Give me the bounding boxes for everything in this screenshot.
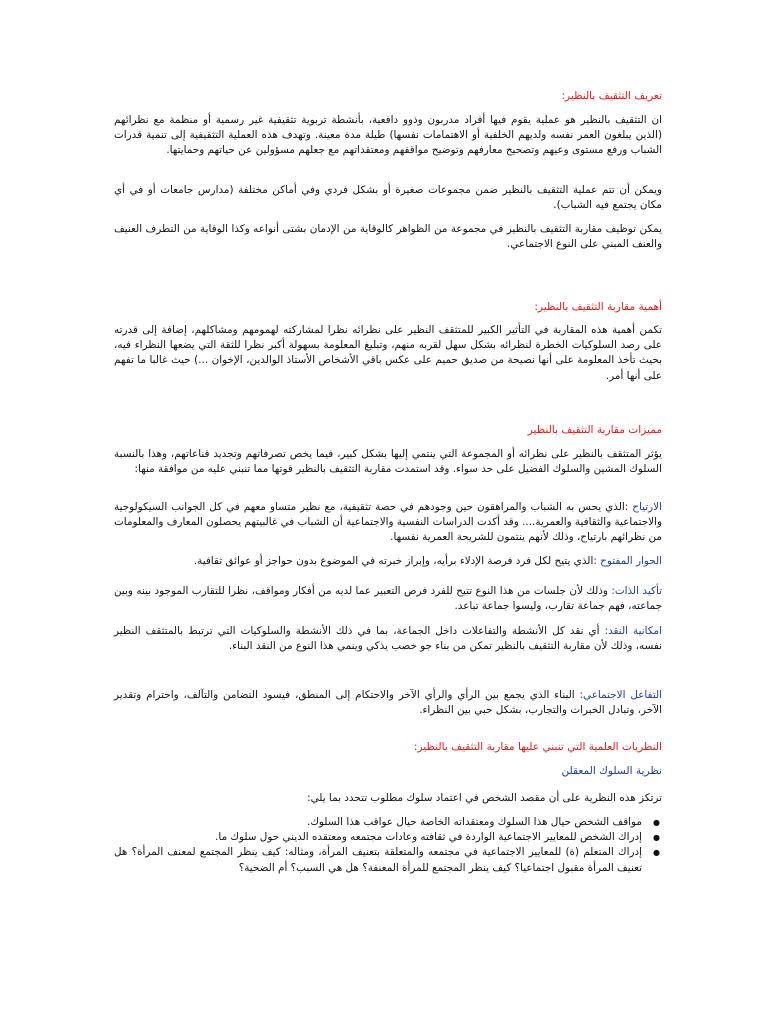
feature-critique-label: امكانية النقد: <box>604 625 662 637</box>
feature-comfort-label: الارتياح : <box>624 501 662 513</box>
section-heading-features: مميزات مقاربة التثقيف بالنظير <box>527 424 662 436</box>
paragraph-group-settings: ويمكن أن تتم عملية التثقيف بالنظير ضمن مجموعات صغيرة أو بشكل فردي وفي أماكن مختلفة (مدارس جامعات أو في أي مكان يجتمع فيه الشباب). <box>114 184 662 212</box>
feature-social-interaction-label: التفاعل الاجتماعي: <box>579 689 663 701</box>
subheading-reasoned-action: نظرية السلوك المعقلن <box>561 765 662 777</box>
paragraph-definition: ان التثقيف بالنظير هو عملية يقوم فيها أفراد مدربون وذوو دافعية، بأنشطة تربوية تثقيفية غير رسمية أو منظمة مع نظرائهم (الذين يبلغون العمر نفسه ولديهم الخلفية أو الاهتمامات نفسها) طيلة مدة معينة. وتهدف هذه العملية التثقيفية إلى تنمية قدرات الشباب ورفع مستوى وعيهم وتصحيح معارفهم وتوضيح مواقفهم ومعتقداتهم مع جعلهم مسؤولين عن حياتهم وحمايتها. <box>114 114 662 157</box>
feature-self-affirmation-text: وذلك لأن جلسات من هذا النوع تتيح للفرد فرص التعبير عما لديه من أفكار ومواقف، نظرا للتقارب الموجود بينه وبين جماعته، فهم جماعة تقارب، وليسوا جماعة تباعد. <box>114 585 662 613</box>
feature-open-dialogue-text: الذي يتيح لكل فرد فرصة الإدلاء برأيه، وإبراز خبرته في الموضوع بدون حواجز أو عوائق ثقافية. <box>193 555 594 567</box>
section-heading-theories: النظريات العلمية التي تنبني عليها مقاربة التثقيف بالنظير: <box>413 741 662 753</box>
paragraph-applications: يمكن توظيف مقاربة التثقيف بالنظير في مجموعة من الظواهر كالوقاية من الإدمان بشتى أنواعه وكذا الوقاية من التطرف العنيف والعنف المبني على النوع الاجتماعي. <box>114 223 662 251</box>
theory-bullet-list <box>114 815 662 876</box>
feature-open-dialogue <box>114 554 662 569</box>
feature-critique <box>114 624 662 654</box>
list-item: ● إدراك المتعلم (ة) للمعايير الاجتماعية في مجتمعه والمتعلقة بتعنيف المرأة، ومثاله: كيف ينظر المجتمع لمعنف المرأة؟ هل تعنيف المرأة مقبول اجتماعيا؟ كيف ينظر المجتمع للمرأة المعنفة؟ هل هي السبب؟ أم الضحية؟ <box>114 845 642 875</box>
feature-self-affirmation-label: تأكيد الذات: <box>611 585 662 597</box>
paragraph-features-intro: يؤثر المتثقف بالنظير على نظرائه أو المجموعة التي ينتمي إليها بشكل كبير، فيما يخص تصرفاتهم وتجديد قناعاتهم، وهذا بالنسبة السلوك المشين والسلوك الفضيل على حد سواء. وقد استمدت مقاربة التثقيف بالنظير قوتها مما تنبني عليه من موافقة منها: <box>114 448 662 476</box>
list-item: ● إدراك الشخص للمعايير الاجتماعية الواردة في ثقافته وعادات مجتمعه ومعتقده الديني حول سلوك ما. <box>114 830 642 845</box>
feature-self-affirmation <box>114 584 662 614</box>
feature-comfort <box>114 500 662 546</box>
feature-critique-text: أي نقد كل الأنشطة والتفاعلات داخل الجماعة، بما في ذلك الأنشطة والسلوكيات التي ترتبط بالمتثقف النظير نفسه، وذلك لأن مقاربة التثقيف بالنظير تمكن من بناء جو خصب يذكي وينمي هذا النوع من النقد البناء. <box>114 625 662 653</box>
list-item: ● مواقف الشخص حيال هذا السلوك ومعتقداته الخاصة حيال عواقب هذا السلوك. <box>114 815 642 830</box>
paragraph-importance: تكمن أهمية هذه المقاربة في التأثير الكبير للمتثقف النظير على نظرائه نظرا لمشاركته لهمومهم ومشاكلهم، إضافة إلى قدرته على رصد السلوكيات الخطرة لنظرائه بشكل سهل لقربه منهم، وتبليغ المعلومة بسهولة أكبر نظرا للثقة التي يضعها النظراء فيه، بحيث تأخذ المعلومة على أنها نصيحة من صديق حميم على عكس باقي الأشخاص الأستاذ الوالدين، الإخوان ...) حيث غالبا ما تفهم على أنها أمر. <box>114 324 662 382</box>
section-heading-definition: تعريف التثقيف بالنظير: <box>561 90 662 102</box>
feature-social-interaction-text: البناء الذي يجمع بين الرأي والرأي الآخر والاحتكام إلى المنطق، فيسود التضامن والتآلف، واحترام وتقدير الآخر، وتبادل الخبرات والتجارب، بشكل حبي بين النظراء. <box>114 689 662 717</box>
feature-comfort-text: الذي يحس به الشباب والمراهقون حين وجودهم في حصة تثقيفية، مع نظير متساو معهم في كل الجوانب السيكولوجية والاجتماعية والثقافية والعمرية.... وقد أكدت الدراسات النفسية والاجتماعية أن الشباب في غالبيتهم يحصلون المعارف والمعلومات من نظرائهم بارتياح، وذلك لأنهم ينتمون للشريحة العمرية نفسها. <box>114 501 662 544</box>
paragraph-theory-intro: ترتكز هذه النظرية على أن مقصد الشخص في اعتماد سلوك مطلوب تتحدد بما يلي: <box>307 792 662 804</box>
feature-social-interaction <box>114 688 662 718</box>
section-heading-importance: أهمية مقاربة التثقيف بالنظير: <box>534 301 662 313</box>
feature-open-dialogue-label: الحوار المفتوح : <box>593 555 662 567</box>
